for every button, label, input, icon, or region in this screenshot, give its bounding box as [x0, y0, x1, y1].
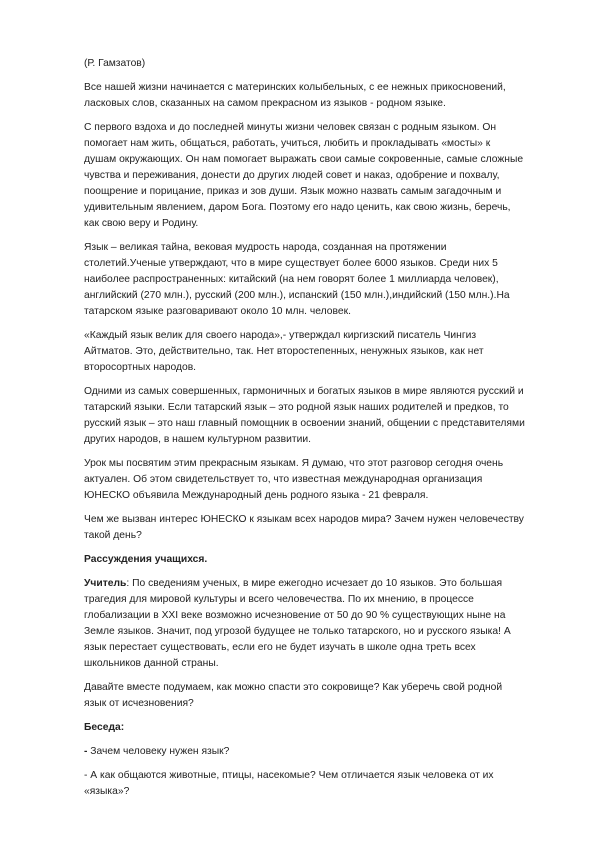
paragraph-lesson-topic: Урок мы посвятим этим прекрасным языкам. Я думаю, что этот разговор сегодня очень актуален. Об этом свидетельствует то, что известная международная организация ЮНЕСКО объявила Международный день родного языка - 21 февраля.	[84, 458, 504, 501]
teacher-text: : По сведениям ученых, в мире ежегодно исчезает до 10 языков. Это большая трагедия для мировой культуры и всего человечества. По их мнению, в процессе глобализации в XXI веке возможно исчезновение от 50 до 90 % существующих ныне на Земле языков. Значит, под угрозой будущее не только татарского, но и русского языка! А язык перестает существовать, если его не будет изучать в школе одна треть всех школьников данной страны.	[84, 578, 511, 669]
author-line: (Р. Гамзатов)	[84, 58, 146, 69]
paragraph-languages-count: Язык – великая тайна, вековая мудрость народа, созданная на протяжении столетий.Ученые утверждают, что в мире существует более 6000 языков. Среди них 5 наиболее распространенных: китайский (на нем говорят более 1 миллиарда человек), английский (270 млн.), русский (200 млн.), испанский (150 млн.),индийский (150 млн.).На татарском языке разговаривают около 10 млн. человек.	[84, 242, 510, 317]
paragraph-teacher	[84, 576, 525, 672]
heading-student-reasoning	[84, 552, 525, 568]
paragraph-intro: Все нашей жизни начинается с материнских колыбельных, с ее нежных прикосновений, ласковых слов, сказанных на самом прекрасном из языков - родном языке.	[84, 82, 506, 109]
paragraph-native-language: С первого вздоха и до последней минуты жизни человек связан с родным языком. Он помогает нам жить, общаться, работать, учиться, любить и прокладывать «мосты» к душам окружающих. Он нам помогает выражать свои самые сокровенные, самые сложные чувства и переживания, донести до других людей совет и наказ, одобрение и похвалу, поощрение и порицание, приказ и зов души. Язык можно назвать самым загадочным и удивительным явлением, даром Бога. Поэтому его надо ценить, как свою жизнь, беречь, как свою веру и Родину.	[84, 122, 524, 229]
heading-conversation-text: Беседа:	[84, 722, 125, 733]
question-animal-communication: - А как общаются животные, птицы, насекомые? Чем отличается язык человека от их «языка»?	[84, 770, 494, 797]
paragraph-russian-tatar: Одними из самых совершенных, гармоничных и богатых языков в мире являются русский и татарский языки. Если татарский язык – это родной язык наших родителей и предков, то русский язык – это наш главный помощник в освоении знаний, общении с представителями других народов, в нашем культурном развитии.	[84, 386, 525, 445]
question-why-language	[84, 744, 525, 760]
paragraph-save-treasure: Давайте вместе подумаем, как можно спасти это сокровище? Как уберечь свой родной язык от исчезновения?	[84, 682, 503, 709]
question-dash: -	[84, 746, 88, 757]
teacher-label: Учитель	[84, 578, 127, 589]
question-why-language-text: Зачем человеку нужен язык?	[87, 746, 230, 757]
heading-conversation	[84, 720, 525, 736]
paragraph-unesco-question: Чем же вызван интерес ЮНЕСКО к языкам всех народов мира? Зачем нужен человечеству такой день?	[84, 514, 524, 541]
paragraph-aitmatov-quote: «Каждый язык велик для своего народа»,- утверждал киргизский писатель Чингиз Айтматов. Это, действительно, так. Нет второстепенных, ненужных языков, как нет второсортных народов.	[84, 330, 484, 373]
heading-student-reasoning-text: Рассуждения учащихся.	[84, 554, 208, 565]
